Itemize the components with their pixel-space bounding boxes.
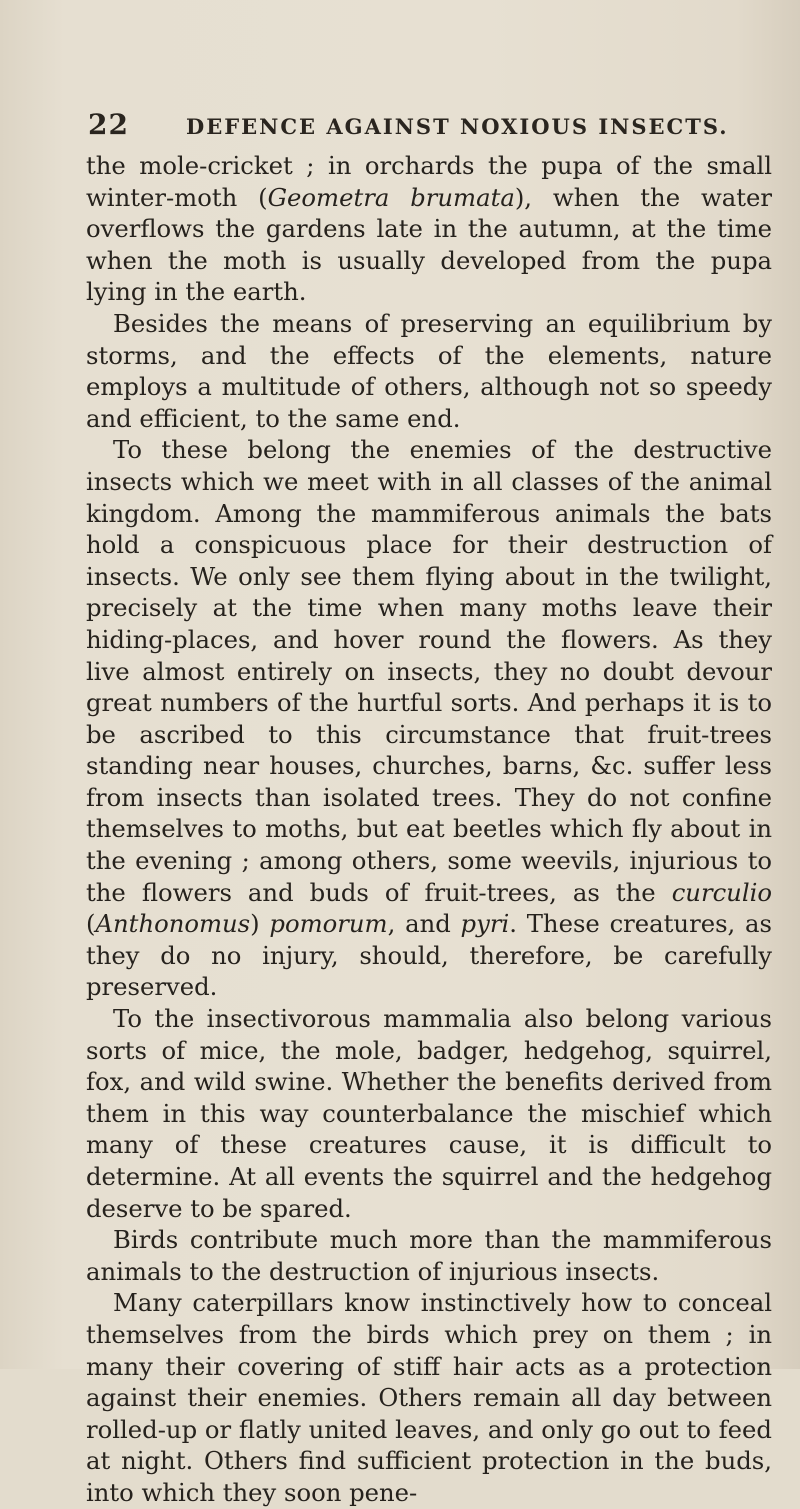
paragraph [86,434,772,1003]
text-run: To these belong the enemies of the destructive insects which we meet with in all classes of the animal kingdom. Among the mammiferous animals the bats hold a conspicuous place for their destruction of insects. We only see them flying about in the twilight, precisely at the time when many moths leave their hiding-places, and hover round the flowers. As they live almost entirely on insects, they no doubt devour great numbers of the hurtful sorts. And perhaps it is to be ascribed to this circumstance that fruit-trees standing near houses, churches, barns, &c. suffer less from insects than isolated trees. They do not confine themselves to moths, but eat beetles which fly about in the evening ; among others, some weevils, injurious to the flowers and buds of fruit-trees, as the [86,435,772,907]
text-run: ) [250,909,270,939]
paragraph [86,150,772,308]
italic-text: Anthonomus [95,909,251,939]
paragraph [86,1224,772,1287]
text-run: To the insectivorous mammalia also belong various sorts of mice, the mole, badger, hedgehog, squirrel, fox, and wild swine. Whether the benefits derived from them in this way counterbalance the mischief which many of these creatures cause, it is difficult to determine. At all events the squirrel and the hedgehog deserve to be spared. [86,1004,772,1223]
running-head: DEFENCE AGAINST NOXIOUS INSECTS. [186,114,729,139]
italic-text: Geometra brumata [267,182,515,212]
italic-text: curculio [671,877,772,907]
text-run: Besides the means of preserving an equilibrium by storms, and the effects of the elements, nature employs a multitude of others, although not so speedy and efficient, to the same end. [86,308,772,433]
text-run: Many caterpillars know instinctively how to conceal themselves from the birds which prey on them ; in many their covering of stiff hair acts as a protection against their enemies. Others remain all day between rolled-up or flatly united leaves, and only go out to feed at night. Others find sufficient protection in the buds, into which they soon pene- [86,1288,772,1507]
page-header [0,108,800,148]
paragraph [86,1003,772,1224]
paragraph [86,308,772,434]
text-run: Birds contribute much more than the mammiferous animals to the destruction of injurious insects. [86,1225,772,1286]
italic-text: pyri [460,909,510,939]
body-text [86,150,772,1509]
text-run: the mole-cricket ; in orchards the pupa of the small winter-moth ( [86,151,772,212]
italic-text: pomorum [269,909,388,939]
text-run: . These creatures, as they do no injury, should, therefore, be carefully preserved. [86,909,772,1002]
text-run: ( [86,909,96,939]
paragraph [86,1287,772,1508]
text-run: , and [387,909,461,939]
text-run: ), when the water overflows the gardens late in the autumn, at the time when the moth is usually developed from the pupa lying in the earth. [86,182,773,307]
page-number: 22 [88,108,129,141]
